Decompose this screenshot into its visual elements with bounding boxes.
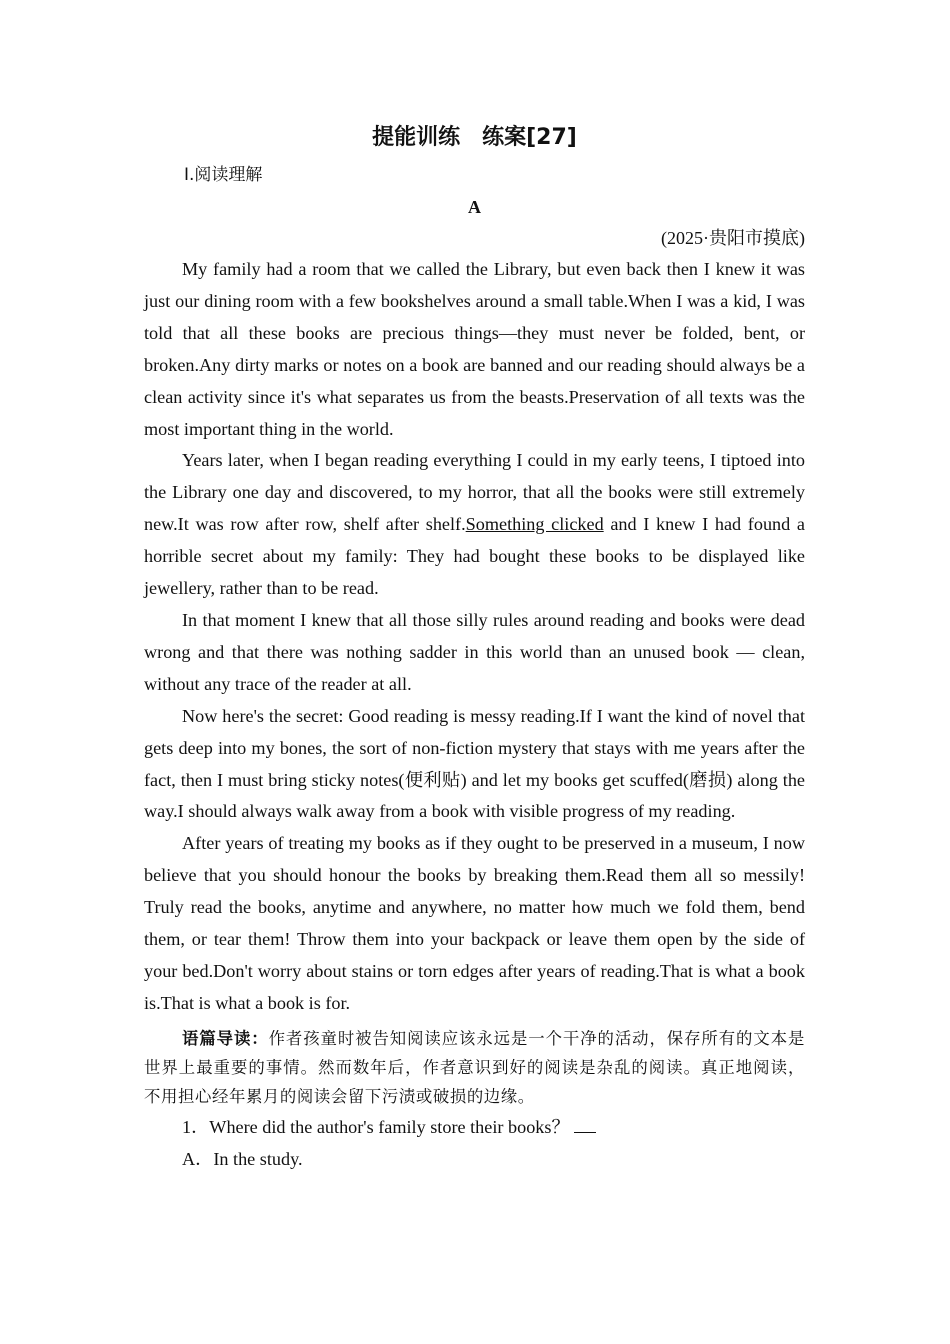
paragraph-text: and I knew I had found a horrible secret about my family: They had bought these books to be displayed like jewellery, rather than to be read. [144, 514, 805, 599]
paragraph-text: Years later, when I began reading everything I could in my early teens, I tiptoed into the Library one day and discovered, to my horror, that all the books were still extremely new.It was row after row, shelf after shelf. [144, 450, 805, 535]
section-heading: Ⅰ.阅读理解 [184, 165, 263, 185]
reading-guide-text: 作者孩童时被告知阅读应该永远是一个干净的活动，保存所有的文本是世界上最重要的事情。然而数年后，作者意识到好的阅读是杂乱的阅读。真正地阅读，不用担心经年累月的阅读会留下污渍或破损的边缘。 [144, 1028, 805, 1106]
answer-blank[interactable] [574, 1116, 596, 1133]
passage-paragraph-4: Now here's the secret: Good reading is messy reading.If I want the kind of novel that gets deep into my bones, the sort of non-fiction mystery that stays with me years after the fact, then I must bring sticky notes(便利贴) and let my books get scuffed(磨损) along the way.I should always walk away from a book with visible progress of my reading. [144, 705, 805, 822]
document-page [144, 118, 805, 1175]
passage-source: (2025·贵阳市摸底) [661, 228, 805, 248]
option-a: A．In the study. [182, 1148, 303, 1169]
underlined-phrase: Something clicked [465, 514, 604, 535]
passage-paragraph-5: After years of treating my books as if they ought to be preserved in a museum, I now believe that you should honour the books by breaking them.Read them all so messily! Truly read the books, anytime and anywhere, no matter how much we fold them, bend them, or tear them! Throw them into your backpack or leave them open by the side of your bed.Don't worry about stains or torn edges after years of reading.That is what a book is.That is what a book is for. [144, 833, 805, 1013]
reading-guide-label: 语篇导读： [182, 1028, 269, 1048]
passage-paragraph-1: My family had a room that we called the Library, but even back then I knew it was just our dining room with a few bookshelves around a small table.When I was a kid, I was told that all these books are precious things—they must never be folded, bent, or broken.Any dirty marks or notes on a book are banned and our reading should always be a clean activity since it's what separates us from the beasts.Preservation of all texts was the most important thing in the world. [144, 259, 805, 439]
reading-guide [144, 1024, 805, 1111]
page-title: 提能训练 练案[27] [372, 125, 577, 150]
question-text: 1．Where did the author's family store their books？ [182, 1116, 570, 1137]
passage-paragraph-2 [144, 445, 805, 605]
question-1 [182, 1111, 805, 1143]
passage-paragraph-3: In that moment I knew that all those silly rules around reading and books were dead wrong and that there was nothing sadder in this world than an unused book — clean, without any trace of the reader at all. [144, 609, 805, 694]
passage-letter: A [468, 197, 481, 217]
